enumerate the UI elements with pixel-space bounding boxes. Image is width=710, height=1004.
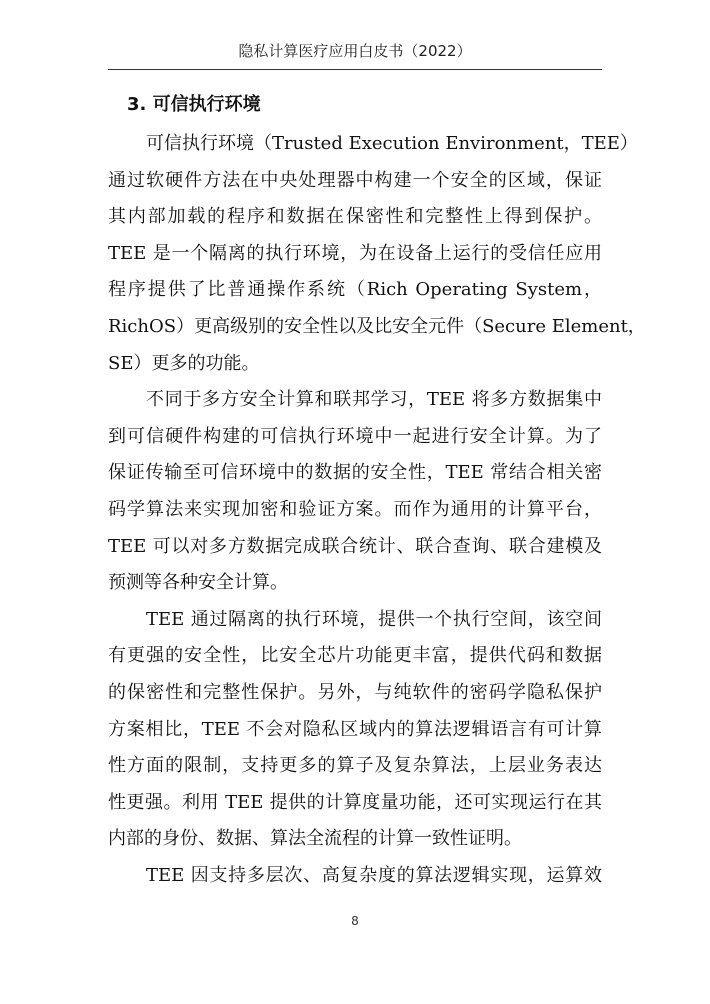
text-line: 性更强。利用 TEE 提供的计算度量功能，还可实现运行在其 [108,791,602,813]
body-text [108,126,646,894]
text-line: 到可信硬件构建的可信执行环境中一起进行安全计算。为了 [108,425,602,447]
running-header: 隐私计算医疗应用白皮书（2022） [238,42,472,60]
text-line: 的保密性和完整性保护。另外，与纯软件的密码学隐私保护 [108,681,602,703]
text-line: TEE 因支持多层次、高复杂度的算法逻辑实现，运算效 [146,864,602,886]
text-line: 不同于多方安全计算和联邦学习，TEE 将多方数据集中 [146,389,602,411]
text-line: 预测等各种安全计算。 [108,572,288,594]
text-line: 有更强的安全性，比安全芯片功能更丰富，提供代码和数据 [108,645,602,667]
text-line: 内部的身份、数据、算法全流程的计算一致性证明。 [108,828,522,850]
text-line: RichOS）更高级别的安全性以及比安全元件（Secure Element， [108,315,646,337]
text-line: 性方面的限制，支持更多的算子及复杂算法，上层业务表达 [108,755,602,777]
page-number: 8 [351,914,359,928]
text-line: 可信执行环境（Trusted Execution Environment，TEE） [146,133,638,154]
text-line: 其内部加载的程序和数据在保密性和完整性上得到保护。 [108,206,602,228]
text-line: 通过软硬件方法在中央处理器中构建一个安全的区域，保证 [108,169,602,191]
text-line: 方案相比，TEE 不会对隐私区域内的算法逻辑语言有可计算 [108,718,602,740]
text-line: TEE 是一个隔离的执行环境，为在设备上运行的受信任应用 [108,242,602,264]
text-line: TEE 可以对多方数据完成联合统计、联合查询、联合建模及 [108,535,602,557]
text-line: 程序提供了比普通操作系统（Rich Operating System， [108,279,602,301]
text-line: SE）更多的功能。 [108,352,260,374]
header-divider [108,69,602,70]
text-line: 码学算法来实现加密和验证方案。而作为通用的计算平台， [108,498,602,520]
text-line: TEE 通过隔离的执行环境，提供一个执行空间，该空间 [146,608,602,630]
text-line: 保证传输至可信环境中的数据的安全性，TEE 常结合相关密 [108,462,602,484]
section-title: 3. 可信执行环境 [127,94,261,115]
